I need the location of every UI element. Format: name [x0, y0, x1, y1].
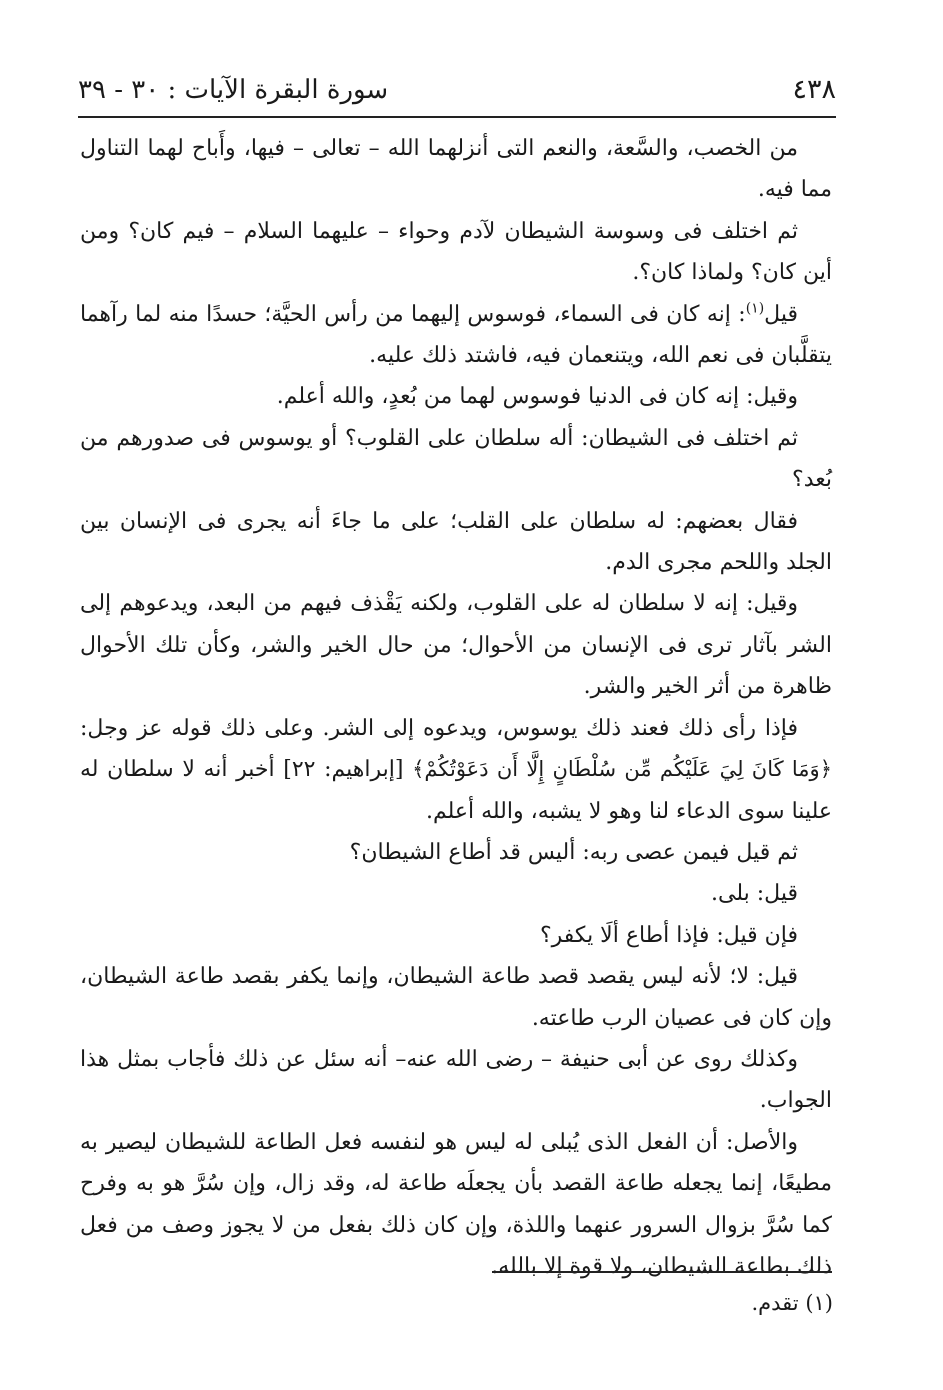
footnote-rule — [492, 1271, 832, 1273]
paragraph: فقال بعضهم: له سلطان على القلب؛ على ما جاءَ أنه يجرى فى الإنسان بين الجلد واللحم مجرى الدم. — [80, 508, 832, 576]
paragraph: فإن قيل: فإذا أطاع ألَا يكفر؟ — [539, 922, 798, 948]
footnote — [751, 1286, 833, 1320]
paragraph: والأصل: أن الفعل الذى يُبلى له ليس هو لنفسه فعل الطاعة للشيطان ليصير به مطيعًا، إنما يجعله طاعة القصد بأن يجعلَه طاعة له، وقد زال، وإن سُرَّ هو به وفرح كما سُرَّ بزوال السرور عنهما واللذة، وإن كان ذلك بفعل من لا يجوز وصف من فعل ذلك بطاعة الشيطان، ولا قوة إلا بالله. — [80, 1129, 832, 1279]
paragraph — [80, 294, 832, 377]
paragraph: ثم اختلف فى وسوسة الشيطان لآدم وحواء – عليهما السلام – فيم كان؟ ومن أين كان؟ ولماذا كان؟. — [80, 218, 832, 286]
footnote-marker: (١) — [805, 1291, 833, 1315]
page-header — [78, 72, 836, 112]
running-title: سورة البقرة الآيات : ٣٠ - ٣٩ — [78, 75, 389, 105]
footnote-reference: (١) — [745, 300, 765, 317]
paragraph: وقيل: إنه لا سلطان له على القلوب، ولكنه يَقْذف فيهم من البعد، ويدعوهم إلى الشر بآثار ترى فى الإنسان من الأحوال؛ من حال الخير والشر، وكأن تلك الأحوال ظاهرة من أثر الخير والشر. — [80, 591, 832, 700]
paragraph — [80, 708, 832, 832]
paragraph: قيل: لا؛ لأنه ليس يقصد قصد طاعة الشيطان، وإنما يكفر بقصد طاعة الشيطان، وإن كان فى عصيان الرب طاعته. — [80, 964, 832, 1031]
paragraph-rest: [إبراهيم: ٢٢] أخبر أنه لا سلطان له علينا سوى الدعاء لنا وهو لا يشبه، والله أعلم. — [80, 757, 832, 824]
body-text — [80, 128, 832, 1287]
paragraph-intro: فإذا رأى ذلك فعند ذلك يوسوس، ويدعوه إلى الشر. وعلى ذلك قوله عز وجل: — [80, 715, 798, 741]
paragraph-start: قيل — [764, 301, 798, 327]
paragraph: من الخصب، والسَّعة، والنعم التى أنزلهما الله – تعالى – فيها، وأَباح لهما التناول مما فيه. — [80, 136, 832, 203]
header-rule — [78, 116, 836, 118]
paragraph: وقيل: إنه كان فى الدنيا فوسوس لهما من بُعدٍ، والله أعلم. — [276, 384, 798, 410]
footnote-text: تقدم. — [751, 1291, 799, 1315]
paragraph: قيل: بلى. — [711, 881, 798, 907]
paragraph: وكذلك روى عن أبى حنيفة – رضى الله عنه– أنه سئل عن ذلك فأجاب بمثل هذا الجواب. — [80, 1046, 832, 1114]
paragraph: ثم قيل فيمن عصى ربه: أليس قد أطاع الشيطان؟ — [349, 839, 798, 865]
quran-verse: ﴿وَمَا كَانَ لِيَ عَلَيْكُم مِّن سُلْطَانٍ إِلَّا أَن دَعَوْتُكُمْ﴾ — [412, 757, 833, 782]
paragraph: ثم اختلف فى الشيطان: أله سلطان على القلوب؟ أو يوسوس فى صدورهم من بُعد؟ — [80, 425, 832, 493]
paragraph-rest: : إنه كان فى السماء، فوسوس إليهما من رأس الحيَّة؛ حسدًا منه لما رآهما يتقلَّبان فى نعم الله، ويتنعمان فيه، فاشتد ذلك عليه. — [80, 301, 832, 369]
page-number: ٤٣٨ — [792, 74, 836, 105]
